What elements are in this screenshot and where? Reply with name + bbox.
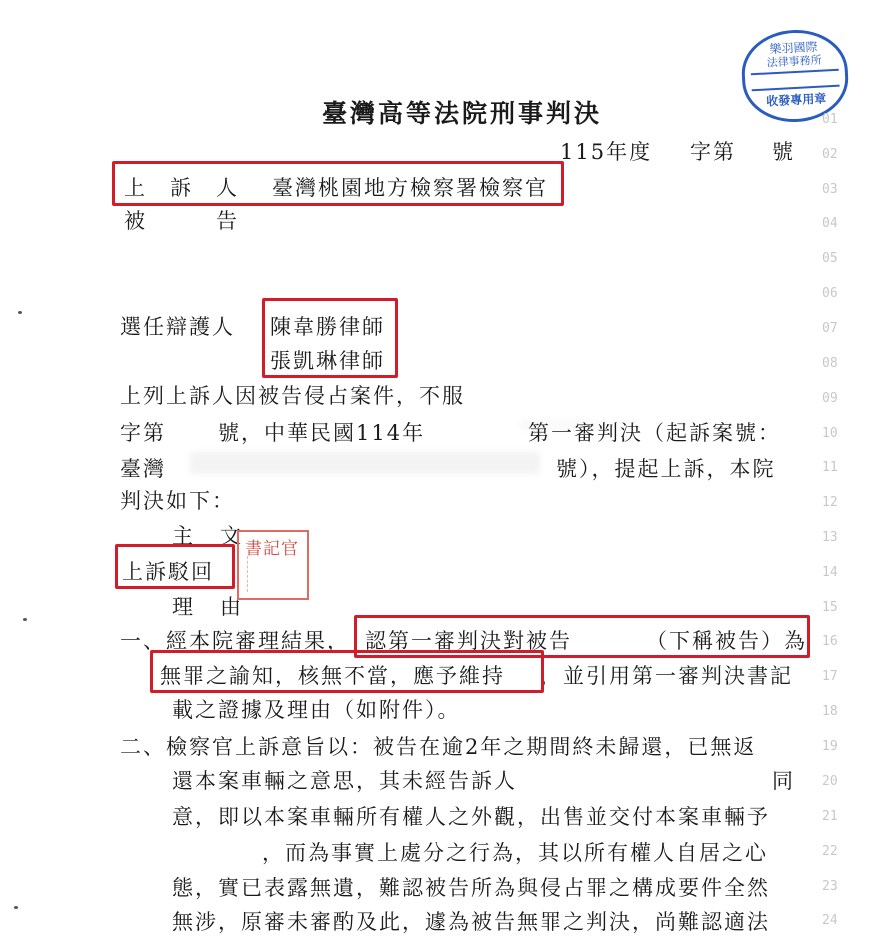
- line-number: 12: [822, 495, 838, 510]
- scan-speck: [18, 311, 22, 314]
- intro-line-2b: 號，中華民國114年: [218, 421, 426, 445]
- para2-line3: 意，即以本案車輛所有權人之外觀，出售並交付本案車輛予: [172, 805, 770, 829]
- line-number: 19: [822, 739, 838, 754]
- line-number: 05: [822, 251, 838, 266]
- highlight-acquittal: [150, 650, 544, 693]
- case-zi: 字第: [690, 140, 736, 164]
- ruling: 上訴駁回: [122, 560, 214, 584]
- para2-line2b: 同: [772, 769, 795, 793]
- para2-line6: 無涉，原審未審酌及此，遽為被告無罪之判決，尚難認適法: [172, 910, 770, 934]
- intro-line-2a: 字第: [120, 421, 166, 445]
- line-number: 16: [822, 634, 838, 649]
- line-number: 21: [822, 809, 838, 824]
- intro-line-2c: 第一審判決（起訴案號：: [528, 421, 781, 445]
- para1-line2a: 無罪之諭知，核無不當，應予維持: [160, 664, 505, 688]
- highlight-ruling: [115, 544, 235, 589]
- heading-zhu: 主: [172, 524, 195, 548]
- line-number: 02: [822, 147, 838, 162]
- case-year: 115年度: [560, 140, 653, 164]
- clerk-seal: [237, 530, 309, 600]
- para1-line1b: 認第一審判決對被告: [365, 629, 572, 653]
- heading-li: 理: [172, 595, 195, 619]
- line-number: 22: [822, 844, 838, 859]
- highlight-counsel: [262, 298, 398, 378]
- appellant-value: 臺灣桃園地方檢察署檢察官: [272, 176, 548, 200]
- heading-you: 由: [220, 595, 243, 619]
- appellant-label: 上 訴 人: [124, 176, 239, 200]
- line-number: 08: [822, 356, 838, 371]
- line-number: 11: [822, 460, 838, 475]
- stamp-line: 收發專用章: [765, 91, 827, 109]
- intro-line-1: 上列上訴人因被告侵占案件，不服: [120, 384, 465, 408]
- intro-line-4: 判決如下：: [120, 489, 235, 513]
- line-number: 04: [822, 216, 838, 231]
- line-number: 23: [822, 879, 838, 894]
- clerk-seal-text: 書記官: [245, 539, 299, 559]
- line-number: 18: [822, 704, 838, 719]
- line-number: 01: [822, 112, 838, 127]
- line-number: 15: [822, 600, 838, 615]
- line-number: 17: [822, 669, 838, 684]
- document-title: 臺灣高等法院刑事判決: [322, 99, 603, 128]
- scan-speck: [14, 906, 18, 909]
- line-number: 06: [822, 286, 838, 301]
- para1-line1a: 一、經本院審理結果，: [120, 629, 350, 653]
- line-number: 14: [822, 565, 838, 580]
- para1-line3: 載之證據及理由（如附件）。: [172, 698, 461, 722]
- line-number: 09: [822, 391, 838, 406]
- counsel-label: 選任辯護人: [120, 315, 235, 339]
- counsel-2: 張凱琳律師: [270, 349, 385, 373]
- defendant-label: 被 告: [124, 209, 239, 233]
- scan-speck: [23, 618, 27, 621]
- heading-wen: 文: [220, 524, 243, 548]
- case-hao: 號: [772, 140, 795, 164]
- para2-line2a: 還本案車輛之意思，其未經告訴人: [172, 769, 517, 793]
- line-number: 07: [822, 321, 838, 336]
- stamp-line: 法律事務所: [766, 53, 823, 70]
- reception-stamp: [740, 27, 851, 124]
- line-number: 10: [822, 426, 838, 441]
- redacted-area: [190, 452, 540, 474]
- para2-line5: 態，實已表露無遺，難認被告所為與侵占罪之構成要件全然: [172, 876, 770, 900]
- seal-inner: [247, 556, 299, 592]
- line-number: 13: [822, 530, 838, 545]
- counsel-1: 陳韋勝律師: [270, 315, 385, 339]
- para2-line1: 二、檢察官上訴意旨以：被告在逾2年之期間終未歸還，已無返: [120, 735, 757, 759]
- stamp-line: 樂羽國際: [769, 39, 818, 57]
- para2-line4: ，而為事實上處分之行為，其以所有權人自居之心: [262, 841, 768, 865]
- intro-line-3a: 臺灣: [120, 457, 166, 481]
- line-number: 20: [822, 774, 838, 789]
- intro-line-3b: 號），提起上訴，本院: [556, 457, 776, 481]
- line-number: 24: [822, 913, 838, 928]
- para1-line1c: （下稱被告）為: [646, 629, 807, 653]
- highlight-appellant: [112, 161, 564, 206]
- para1-line2b: ，並引用第一審判決書記: [540, 664, 793, 688]
- line-number: 03: [822, 182, 838, 197]
